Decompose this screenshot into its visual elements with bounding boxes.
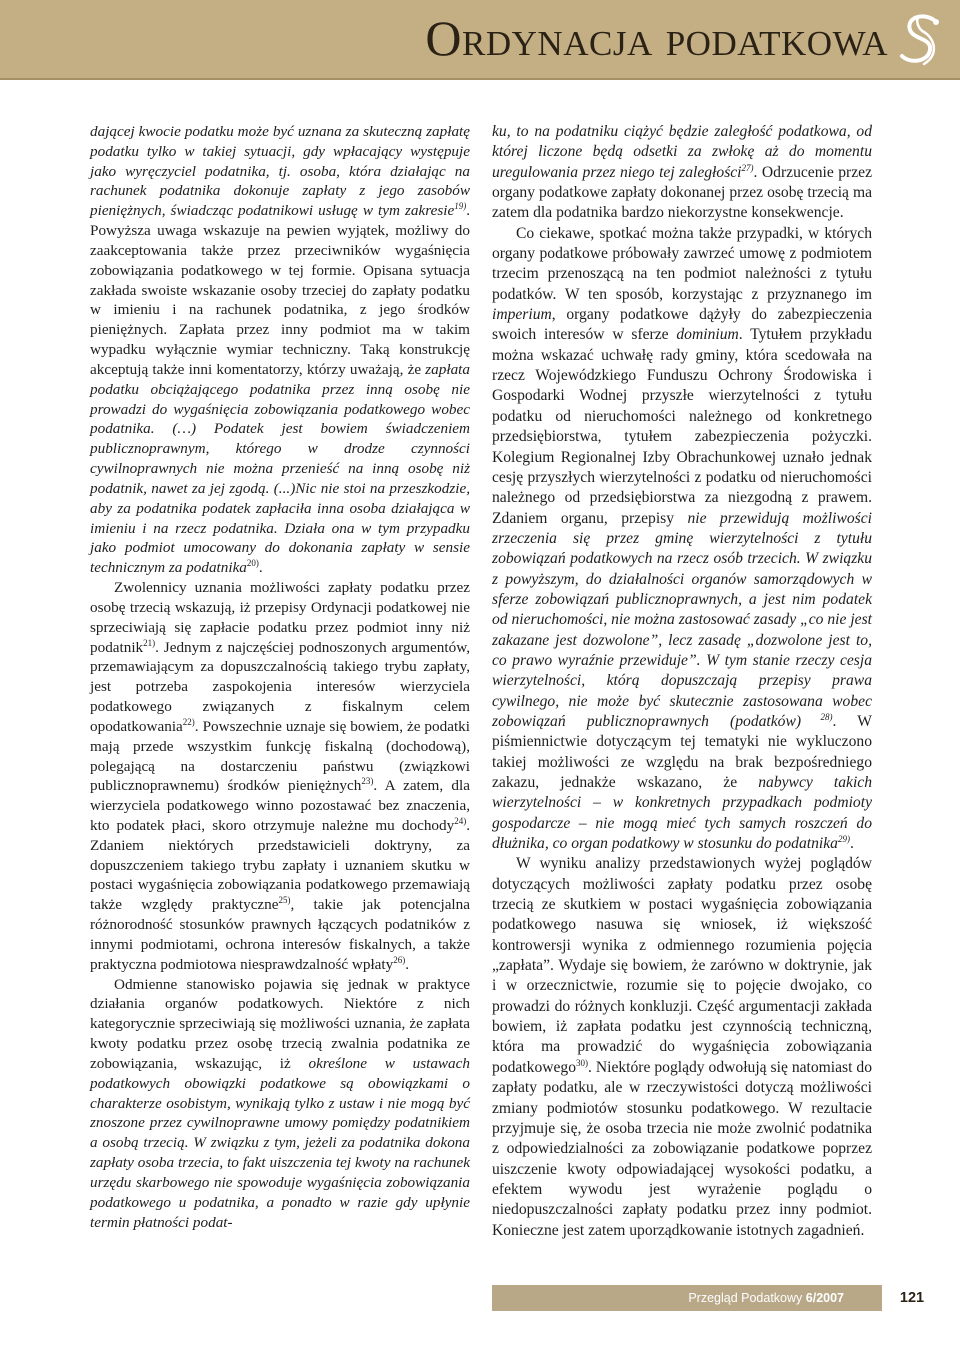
header-band [0, 0, 960, 78]
right-column [492, 122, 872, 1241]
footnote-ref: 24) [454, 815, 467, 826]
footnote-ref: 22) [182, 716, 195, 727]
left-column [90, 122, 470, 1232]
footnote-ref: 30) [576, 1057, 589, 1068]
footnote-ref: 21) [143, 637, 156, 648]
footnote-ref: 28) [801, 711, 833, 722]
header-rule [0, 78, 960, 80]
footnote-ref: 29) [837, 833, 850, 844]
paragraph: W wyniku analizy przedstawionych wyżej poglądów dotyczących możliwości zapłaty podatku przez osobę trzecią ze skutkiem w postaci wygaśnięcia zobowiązania podatkowego nasuwa się wniosek, iż większość kontrowersji wynika z odmiennego rozumienia pojęcia „zapłata”. Wydaje się bowiem, że zarówno w doktrynie, jak i w orzecznictwie, rozumie się to pojęcie dwojako, co prowadzi do różnych konkluzji. Część argumentacji zakłada bowiem, iż zapłata podatku jest czynnością techniczną, która ma prowadzić do wygaśnięcia zobowiązania podatkowego$^{30)}$. Niektóre poglądy odwołują się natomiast do zapłaty podatku, ale w rzeczywistości dotyczą możliwości zmiany podmiotów stosunku podatkowego. W rezultacie przyjmuje się, że osoba trzecia nie może zwolnić podatnika z odpowiedzialności za zobowiązanie podatkowe poprzez uiszczenie kwoty odpowiadającej wysokości podatku, a efektem wywodu jest wyrażenie poglądu o niedopuszczalności zapłaty podatku przez inny podmiot. Konieczne jest zatem uporządkowanie istotnych zagadnień. [492, 855, 872, 1239]
paragraph: Co ciekawe, spotkać można także przypadki, w których organy podatkowe próbowały zawrzeć umowę z podmiotem trzecim przenoszącą na ten podmiot należności z tytułu podatków. W ten sposób, korzystając z przyznanego im imperium, organy podatkowe dążyły do zabezpieczenia swoich interesów w sferze dominium. Tytułem przykładu można wskazać uchwałę rady gminy, która scedowała na rzecz Wojewódzkiego Funduszu Ochrony Środowiska i Gospodarki Wodnej przyszłe wierzytelności z tytułu podatku od nieruchomości należnego od konkretnego przedsiębiorstwa, tytułem zabezpieczenia pożyczki. Kolegium Regionalnej Izby Obrachunkowej uznało jednak cesję przyszłych wierzytelności z podatku od nieruchomości należnego od przedsiębiorstwa za niezgodną z prawem. Zdaniem organu, przepisy nie przewidują możliwości zrzeczenia się przez gminę wierzytelności z tytułu zobowiązań podatkowych na rzecz osób trzecich. W związku z powyższym, do działalności organów samorządowych w sferze zobowiązań publicznoprawnych, a jest nim podatek od nieruchomości, nie można zastosować zasady „co nie jest zakazane jest dozwolone”, lecz zasadę „dozwolone jest to, co prawo wyraźnie przewiduje”. W tym stanie rzeczy cesja wierzytelności, którą dopuszczają przepisy prawa cywilnego, nie może być skutecznie zastosowana wobec zobowiązań publicznoprawnych (podatków) $^{28)}$. W piśmiennictwie dotyczącym tej tematyki nie wykluczono takiej możliwości ze względu na brak bezpośredniego zakazu, jednakże wskazano, że nabywcy takich wierzytelności – w konkretnych przypadkach podmioty gospodarcze – nie mogą mieć tych samych roszczeń do dłużnika, co organ podatkowy w stosunku do podatnika$^{29)}$. [492, 224, 873, 853]
paragraph: dającej kwocie podatku może być uznana za skuteczną zapłatę podatku tylko w takiej sytuacji, gdy wpłacający występuje jako wyręczyciel podatnika, tj. osoba, która działając na rachunek podatnika dokonuje zapłaty z jego zasobów pieniężnych, świadcząc podatnikowi usługę w tym zakresie$^{19)}$. Powyższa uwaga wskazuje na pewien wyjątek, możliwy do zaakceptowania także przez przeciwników wygaśnięcia zobowiązania podatkowego w tej formie. Opisana sytuacja zakłada swoiste wskazanie osoby trzeciej do zapłaty podatku w imieniu i na rachunek podatnika, z jego środków pieniężnych. Zapłata przez inny podmiot ma w takim wypadku wyłącznie wymiar techniczny. Taką konstrukcję akceptują także inni komentatorzy, którzy uważają, że zapłata podatku obciążającego podatnika przez inną osobę nie prowadzi do wygaśnięcia zobowiązania podatkowego wobec podatnika. (…) Podatek jest bowiem świadczeniem publicznoprawnym, którego w drodze czynności cywilnoprawnych nie można przenieść na inną osobę niż podatnik, nawet za jej zgodą. (...)Nic nie stoi na przeszkodzie, aby za podatnika podatek zapłaciła inna osoba działająca w imieniu i na rzecz podatnika. Działa ona w tym przypadku jako podmiot umocowany do dokonania zapłaty w sensie technicznym za podatnika$^{20)}$. [90, 123, 470, 577]
ornate-s-logo-icon [894, 10, 948, 70]
footnote-ref: 26) [393, 954, 406, 965]
section-title: Ordynacja podatkowa [425, 10, 888, 66]
footnote-ref: 27) [741, 162, 754, 173]
issue-number: 6/2007 [805, 1291, 844, 1305]
journal-issue [492, 1285, 844, 1311]
paragraph: ku, to na podatniku ciążyć będzie zaległość podatkowa, od której liczone będą odsetki za zwłokę aż do momentu uregulowania przez niego tej zaległości$^{27)}$. Odrzucenie przez organy podatkowe zapłaty dokonanej przez osobę trzecią ma zatem dla podatnika bardzo niekorzystne konsekwencje. [492, 123, 872, 222]
footnote-ref: 23) [361, 776, 374, 787]
journal-name: Przegląd Podatkowy [688, 1291, 803, 1305]
paragraph: Zwolennicy uznania możliwości zapłaty podatku przez osobę trzecią wskazują, iż przepisy Ordynacji podatkowej nie sprzeciwiają się zapłacie podatku przez podmiot inny niż podatnik$^{21)}$. Jednym z najczęściej podnoszonych argumentów, przemawiającym za dopuszczalnością takiego trybu zapłaty, jest potrzeba zaspokojenia interesów wierzyciela podatkowego związanych z fiskalnym celem opodatkowania$^{22)}$. Powszechnie uznaje się bowiem, że podatki mają przede wszystkim funkcję fiskalną (dochodową), polegającą na dostarczeniu państwu (związkowi publicznoprawnemu) środków pieniężnych$^{23)}$. A zatem, dla wierzyciela podatkowego winno pozostawać bez znaczenia, kto podatek płaci, skoro otrzymuje należne mu dochody$^{24)}$. Zdaniem niektórych przedstawicieli doktryny, za dopuszczeniem takiego trybu zapłaty i uznaniem skutku w postaci wygaśnięcia zobowiązania podatkowego przemawiają także względy praktyczne$^{25)}$, takie jak potencjalna różnorodność stosunków prawnych łączących podatników z innymi podmiotami, ochrona interesów fiskalnych, a także praktyczna podmiotowa niesprawdzalność wpłaty$^{26)}$. [90, 579, 470, 973]
footer-band [492, 1285, 882, 1311]
footnote-ref: 19) [454, 201, 467, 212]
footnote-ref: 25) [278, 895, 291, 906]
page-number: 121 [899, 1290, 925, 1306]
footnote-ref: 20) [246, 558, 259, 569]
paragraph: Odmienne stanowisko pojawia się jednak w praktyce działania organów podatkowych. Niektóre z nich kategorycznie sprzeciwiają się możliwości uznania, że zapłata kwoty podatku przez osobę trzecią zwalnia podatnika ze zobowiązania, wskazując, iż określone w ustawach podatkowych obowiązki podatkowe są obowiązkami o charakterze osobistym, wynikają tylko z ustaw i nie mogą być znoszone przez cywilnoprawne umowy pomiędzy podatnikiem a osobą trzecią. W związku z tym, jeżeli za podatnika dokona zapłaty osoba trzecia, to fakt uiszczenia tej kwoty na rachunek urzędu skarbowego nie spowoduje wygaśnięcia zobowiązania podatkowego u podatnika, a ponadto w razie gdy upłynie termin płatności podat- [90, 975, 470, 1231]
